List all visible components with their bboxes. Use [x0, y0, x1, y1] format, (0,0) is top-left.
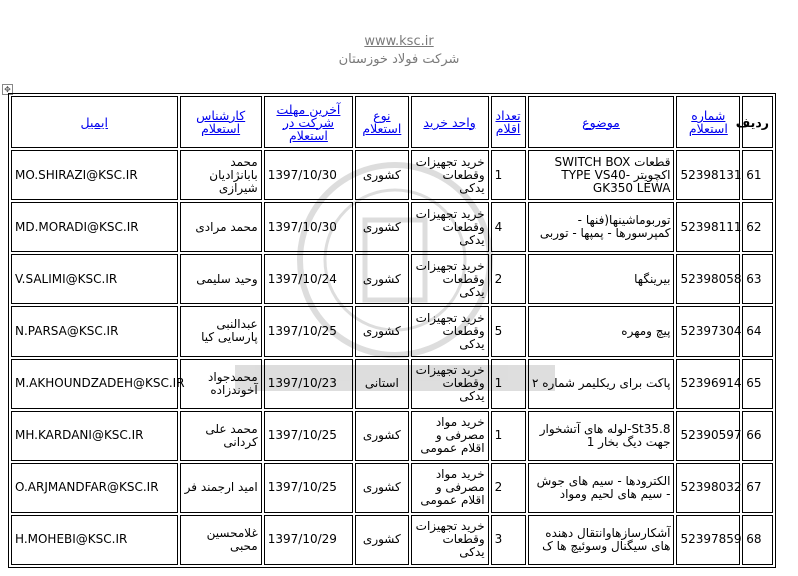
deadline-cell: 1397/10/23	[264, 359, 353, 409]
subject-cell: آشکارسازهاوانتقال دهنده های سیگنال وسوئیچ ها ک	[528, 515, 675, 565]
inquiry-number-cell: 52398131	[676, 150, 740, 200]
purchase-unit-cell: خرید تجهیزات وقطعات یدکی	[411, 202, 489, 252]
inquiry-table	[8, 93, 776, 568]
inquiry-type-cell: کشوری	[355, 202, 408, 252]
inquiry-number-cell: 52397859	[676, 515, 740, 565]
col-header-row: ردیف	[742, 96, 773, 148]
inquiry-table-container	[8, 93, 776, 568]
expert-cell: محمدجواد آخوندزاده	[180, 359, 262, 409]
email-cell: N.PARSA@KSC.IR	[11, 306, 178, 356]
col-header-subject[interactable]: موضوع	[528, 96, 675, 148]
col-header-inquiry-no[interactable]: شماره استعلام	[676, 96, 740, 148]
email-cell: V.SALIMI@KSC.IR	[11, 254, 178, 304]
deadline-cell: 1397/10/25	[264, 463, 353, 513]
table-row	[11, 515, 773, 565]
expert-cell: وحید سلیمی	[180, 254, 262, 304]
row-number-cell: 68	[742, 515, 773, 565]
subject-cell: توربوماشینها(فنها - کمپرسورها - پمپها - توربی	[528, 202, 675, 252]
row-number-cell: 63	[742, 254, 773, 304]
purchase-unit-cell: خرید مواد مصرفی و اقلام عمومی	[411, 463, 489, 513]
deadline-cell: 1397/10/29	[264, 515, 353, 565]
email-cell: MO.SHIRAZI@KSC.IR	[11, 150, 178, 200]
inquiry-type-cell: کشوری	[355, 306, 408, 356]
inquiry-number-cell: 52398032	[676, 463, 740, 513]
purchase-unit-cell: خرید تجهیزات وقطعات یدکی	[411, 515, 489, 565]
quantity-cell: 3	[491, 515, 526, 565]
subject-cell: پاکت برای ریکلیمر شماره ۲	[528, 359, 675, 409]
email-cell: MD.MORADI@KSC.IR	[11, 202, 178, 252]
inquiry-type-cell: کشوری	[355, 411, 408, 461]
expert-cell: غلامحسین محبی	[180, 515, 262, 565]
quantity-cell: 1	[491, 150, 526, 200]
deadline-cell: 1397/10/30	[264, 202, 353, 252]
quantity-cell: 2	[491, 254, 526, 304]
col-header-deadline[interactable]: آخرین مهلت شرکت در استعلام	[264, 96, 353, 148]
inquiry-type-cell: کشوری	[355, 150, 408, 200]
quantity-cell: 5	[491, 306, 526, 356]
purchase-unit-cell: خرید تجهیزات وقطعات یدکی	[411, 306, 489, 356]
inquiry-type-cell: کشوری	[355, 515, 408, 565]
table-row	[11, 411, 773, 461]
subject-cell: الکترودها - سیم های جوش - سیم های لحیم ومواد	[528, 463, 675, 513]
inquiry-type-cell: استانی	[355, 359, 408, 409]
col-header-unit[interactable]: واحد خرید	[411, 96, 489, 148]
inquiry-number-cell: 52397304	[676, 306, 740, 356]
subject-cell: St35.8-لوله های آتشخوار جهت دیگ بخار 1	[528, 411, 675, 461]
expert-cell: امید ارجمند فر	[180, 463, 262, 513]
quantity-cell: 2	[491, 463, 526, 513]
inquiry-type-cell: کشوری	[355, 254, 408, 304]
col-header-type[interactable]: نوع استعلام	[355, 96, 408, 148]
table-row	[11, 254, 773, 304]
site-link[interactable]: www.ksc.ir	[364, 34, 434, 49]
table-row	[11, 306, 773, 356]
table-row	[11, 202, 773, 252]
company-name: شرکت فولاد خوزستان	[338, 52, 460, 67]
table-row	[11, 463, 773, 513]
col-header-qty[interactable]: تعداد اقلام	[491, 96, 526, 148]
deadline-cell: 1397/10/30	[264, 150, 353, 200]
table-row	[11, 359, 773, 409]
deadline-cell: 1397/10/25	[264, 306, 353, 356]
inquiry-number-cell: 52398058	[676, 254, 740, 304]
purchase-unit-cell: خرید تجهیزات وقطعات یدکی	[411, 150, 489, 200]
expert-cell: محمد مرادی	[180, 202, 262, 252]
purchase-unit-cell: خرید مواد مصرفی و اقلام عمومی	[411, 411, 489, 461]
quantity-cell: 1	[491, 411, 526, 461]
expert-cell: محمد علی کردانی	[180, 411, 262, 461]
row-number-cell: 61	[742, 150, 773, 200]
email-cell: M.AKHOUNDZADEH@KSC.IR	[11, 359, 178, 409]
inquiry-number-cell: 52398111	[676, 202, 740, 252]
page-header	[0, 34, 798, 68]
table-move-handle-icon[interactable]: ✥	[2, 84, 13, 95]
quantity-cell: 1	[491, 359, 526, 409]
table-header-row	[11, 96, 773, 148]
email-cell: H.MOHEBI@KSC.IR	[11, 515, 178, 565]
deadline-cell: 1397/10/24	[264, 254, 353, 304]
deadline-cell: 1397/10/25	[264, 411, 353, 461]
email-cell: MH.KARDANI@KSC.IR	[11, 411, 178, 461]
subject-cell: قطعات SWITCH BOX اکچویتر TYPE VS40-GK350 LEWA	[528, 150, 675, 200]
table-row	[11, 150, 773, 200]
row-number-cell: 67	[742, 463, 773, 513]
purchase-unit-cell: خرید تجهیزات وقطعات یدکی	[411, 359, 489, 409]
inquiry-type-cell: کشوری	[355, 463, 408, 513]
col-header-expert[interactable]: کارشناس استعلام	[180, 96, 262, 148]
inquiry-number-cell: 52396914	[676, 359, 740, 409]
row-number-cell: 64	[742, 306, 773, 356]
row-number-cell: 65	[742, 359, 773, 409]
row-number-cell: 66	[742, 411, 773, 461]
inquiry-number-cell: 52390597	[676, 411, 740, 461]
subject-cell: بیرینگها	[528, 254, 675, 304]
expert-cell: محمد بابانژادیان شیرازی	[180, 150, 262, 200]
email-cell: O.ARJMANDFAR@KSC.IR	[11, 463, 178, 513]
purchase-unit-cell: خرید تجهیزات وقطعات یدکی	[411, 254, 489, 304]
expert-cell: عبدالنبی پارسایی کیا	[180, 306, 262, 356]
subject-cell: پیچ ومهره	[528, 306, 675, 356]
col-header-email[interactable]: ایمیل	[11, 96, 178, 148]
quantity-cell: 4	[491, 202, 526, 252]
row-number-cell: 62	[742, 202, 773, 252]
